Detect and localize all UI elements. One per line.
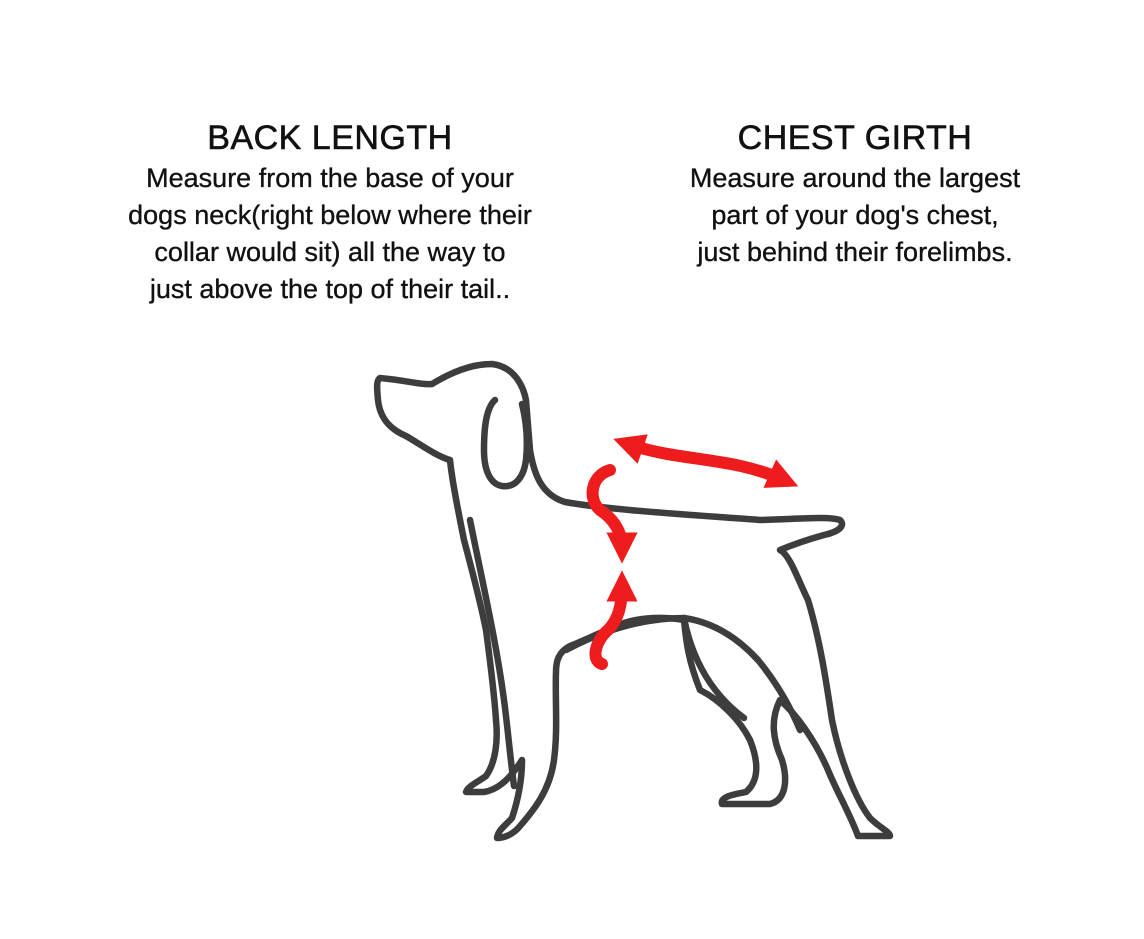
dog-ear-outline bbox=[484, 400, 527, 486]
chest-girth-text-line-2: part of your dog's chest, bbox=[711, 200, 999, 230]
chest-girth-text-line-1: Measure around the largest bbox=[689, 163, 1021, 193]
back-length-text-line-1: Measure from the base of your bbox=[146, 163, 514, 193]
dog-head-and-back-outline bbox=[377, 364, 890, 838]
chest-girth-text-line-3: just behind their forelimbs. bbox=[697, 237, 1013, 267]
dog-outline bbox=[377, 364, 890, 838]
back-length-text-line-3: collar would sit) all the way to bbox=[154, 237, 506, 267]
back-length-section bbox=[40, 116, 620, 308]
chest-girth-section bbox=[620, 116, 1090, 271]
back-length-arrow bbox=[628, 444, 784, 480]
chest-girth-title: CHEST GIRTH bbox=[737, 119, 973, 157]
dog-measurement-illustration bbox=[340, 340, 940, 880]
back-length-text-line-4: just above the top of their tail.. bbox=[149, 274, 511, 304]
back-length-text-line-2: dogs neck(right below where their bbox=[128, 200, 532, 230]
chest-girth-arrow-lower bbox=[595, 586, 622, 664]
back-length-title: BACK LENGTH bbox=[207, 119, 453, 157]
